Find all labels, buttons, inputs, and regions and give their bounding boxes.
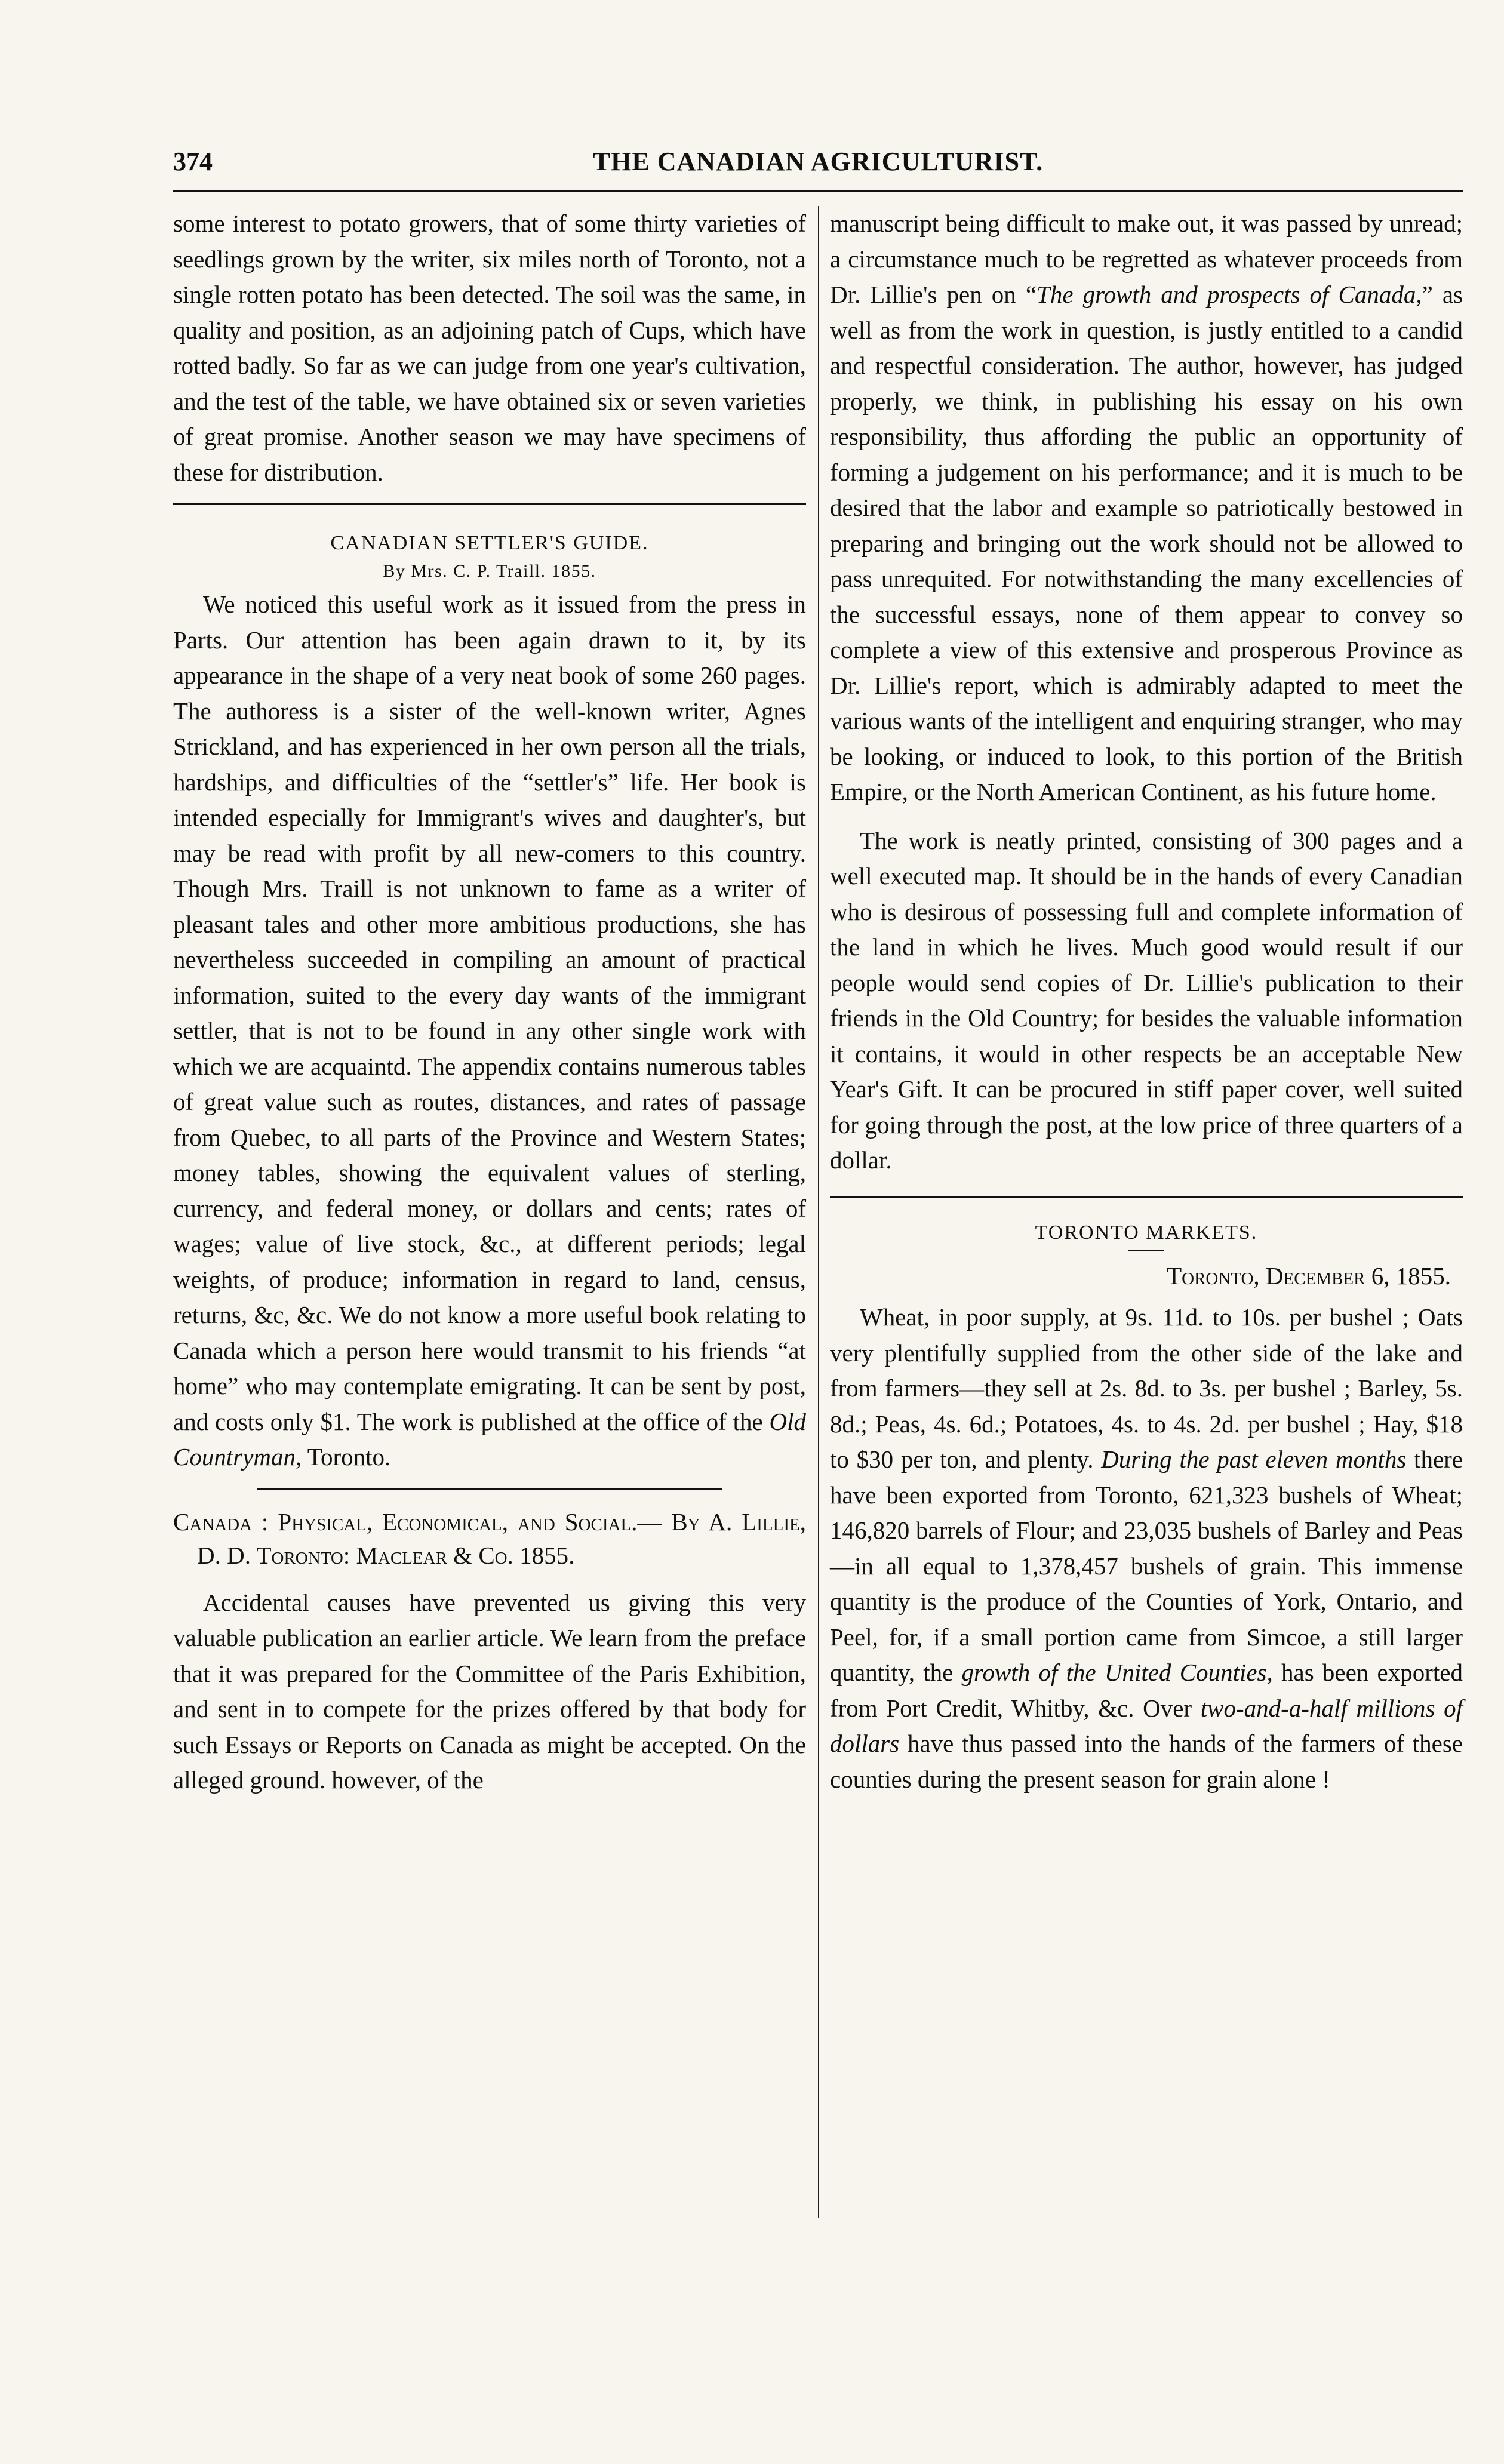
markets-italic-3: two-and-a-half millions of dollars — [830, 1694, 1463, 1757]
markets-paragraph — [830, 1300, 1463, 1797]
markets-text-2: there have been exported from Toronto, 621,323 bushels of Wheat; 146,820 barrels of Flour; and 23,035 bushels of Barley and Peas—in all equal to 1,378,457 bushels of grain. This immense quantity is the produce of the Counties of York, Ontario, and Peel, for, if a small portion came from Simcoe, a still larger quantity, the — [830, 1445, 1463, 1686]
settler-place: , Toronto. — [296, 1443, 391, 1471]
canada-growth-title: The growth and prospects of Canada, — [1037, 281, 1422, 308]
markets-italic-2: growth of the United Counties, — [961, 1659, 1273, 1686]
markets-title: TORONTO MARKETS. — [1035, 1221, 1258, 1244]
section-rule — [173, 503, 806, 505]
markets-rule — [830, 1196, 1463, 1198]
markets-dateline: Toronto, December 6, 1855. — [1167, 1262, 1451, 1290]
canada-review-paragraph: Accidental causes have prevented us giving this very valuable publication an earlier article. We learn from the preface that it was prepared for the Committee of the Paris Exhibition, and sent in to compete for the prizes offered by that body for such Essays or Reports on Canada as might be accepted. On the alleged ground. however, of the — [173, 1588, 806, 1794]
right-column — [830, 206, 1463, 1797]
canada-review-title: Canada : Physical, Economical, and Social.— By A. Lillie, D. D. Toronto: Maclear & Co. 1855. — [173, 1508, 806, 1569]
settler-guide-title: CANADIAN SETTLER'S GUIDE. — [330, 532, 649, 554]
running-head: THE CANADIAN AGRICULTURIST. — [592, 147, 1044, 176]
settler-guide-text: We noticed this useful work as it issued from the press in Parts. Our attention has been again drawn to it, by its appearance in the shape of a very neat book of some 260 pages. The authoress is a sister of the well-known writer, Agnes Strickland, and has experienced in her own person all the trials, hardships, and difficulties of the “settler's” life. Her book is intended especially for Immigrant's wives and daughter's, but may be read with profit by all new-comers to this country. Though Mrs. Traill is not unknown to fame as a writer of pleasant tales and other more ambitious productions, she has nevertheless succeeded in compiling an amount of practical information, suited to the every day wants of the immigrant settler, that is not to be found in any other single work with which we are acquaintd. The appendix contains numerous tables of great value such as routes, distances, and rates of passage from Quebec, to all parts of the Province and Western States; money tables, showing the equivalent values of sterling, currency, and federal money, or dollars and cents; rates of wages; value of live stock, &c., at different periods; legal weights, of produce; information in regard to land, census, returns, &c, &c. We do not know a more useful book relating to Canada which a person here would transmit to his friends “at home” who may contemplate emigrating. It can be sent by post, and costs only $1. The work is published at the office of the — [173, 590, 806, 1435]
canada-continued-text-2: ” as well as from the work in question, is justly entitled to a candid and respectful consideration. The author, however, has judged properly, we think, in publishing his essay on his own responsibility, thus affording the public an opportunity of forming a judgement on his performance; and it is much to be desired that the labor and example so patriotically bestowed in preparing and bringing out the work should not be allowed to pass unrequited. For notwithstanding the many excellencies of the successful essays, none of them appear to convey so complete a view of this extensive and prosperous Province as Dr. Lillie's report, which is admirably adapted to meet the various wants of the intelligent and enquiring stranger, who may be looking, or induced to look, to this portion of the British Empire, or the North American Continent, as his future home. — [830, 281, 1463, 805]
section-rule-short — [257, 1488, 722, 1490]
markets-text-4: have thus passed into the hands of the farmers of these counties during the present season for grain alone ! — [830, 1730, 1463, 1793]
page-header — [173, 146, 1463, 182]
markets-title-rule — [1128, 1250, 1164, 1251]
potato-paragraph: some interest to potato growers, that of some thirty varieties of seedlings grown by the writer, six miles north of Toronto, not a single rotten potato has been detected. The soil was the same, in quality and position, as an adjoining patch of Cups, which have rotted badly. So far as we can judge from one year's cultivation, and the test of the table, we have obtained six or seven varieties of great promise. Another season we may have specimens of these for distribution. — [173, 210, 806, 486]
markets-text-3: has been exported from Port Credit, Whitby, &c. Over — [830, 1659, 1463, 1722]
header-rule — [173, 190, 1463, 192]
canada-review-continued — [830, 206, 1463, 810]
canada-continued-text-1: manuscript being difficult to make out, it was passed by unread; a circumstance much to be regretted as whatever proceeds from Dr. Lillie's pen on “ — [830, 210, 1463, 308]
settler-paper-name: Old Countryman — [173, 1407, 806, 1471]
settler-guide-byline: By Mrs. C. P. Traill. 1855. — [383, 561, 596, 581]
canada-review-paragraph-2: The work is neatly printed, consisting of 300 pages and a well executed map. It should be in the hands of every Canadian who is desirous of possessing full and complete information of the land in which he lives. Much good would result if our people would send copies of Dr. Lillie's publication to their friends in the Old Country; for besides the valuable information it contains, it would in other respects be an acceptable New Year's Gift. It can be procured in stiff paper cover, well suited for going through the post, at the low price of three quarters of a dollar. — [830, 826, 1463, 1174]
markets-italic-1: During the past eleven months — [1101, 1445, 1407, 1473]
markets-text-1: Wheat, in poor supply, at 9s. 11d. to 10s. per bushel ; Oats very plentifully supplied from the other side of the lake and from farmers—they sell at 2s. 8d. to 3s. per bushel ; Barley, 5s. 8d.; Peas, 4s. 6d.; Potatoes, 4s. to 4s. 2d. per bushel ; Hay, $18 to $30 per ton, and plenty. — [830, 1303, 1463, 1473]
page-number: 374 — [173, 147, 213, 176]
column-divider — [818, 206, 819, 2218]
settler-guide-paragraph — [173, 587, 806, 1475]
left-column — [173, 206, 806, 1798]
